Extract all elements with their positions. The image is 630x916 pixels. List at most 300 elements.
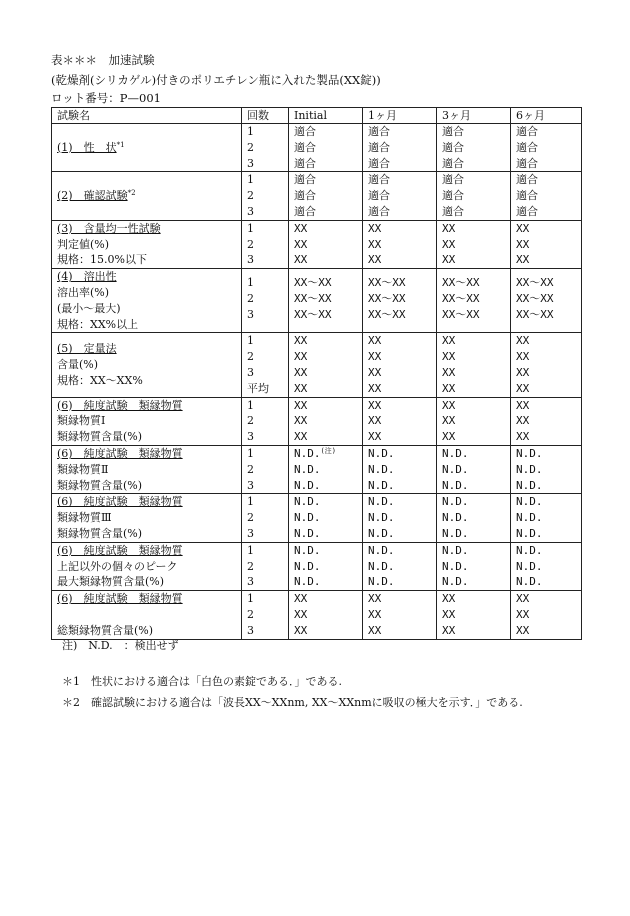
table-row [52,172,582,220]
result-cell [289,542,363,590]
value [516,413,581,429]
value-text: XX [516,237,530,251]
value [294,559,362,575]
count-cell [242,397,289,445]
test-name-text: (4) 溶出性 [57,270,117,284]
value-text: N.D. [294,462,321,476]
test-name-line [57,607,241,623]
value [247,221,288,237]
value-text: 3 [247,526,254,540]
value [442,140,510,156]
value [294,543,362,559]
result-cell [289,220,363,268]
result-cell [363,591,437,639]
value-text: XX [442,221,456,235]
value-text: N.D. [516,526,543,540]
value-text: XX [516,398,530,412]
header-test-name: 試験名 [52,108,242,124]
result-cell [363,445,437,493]
value [442,413,510,429]
value [516,623,581,639]
value [516,526,581,542]
count-cell [242,124,289,172]
result-cell [363,397,437,445]
count-cell [242,542,289,590]
value-text: N.D. [368,495,395,509]
value-text: 平均 [247,381,269,395]
value-text: XX [294,592,308,606]
value-text: XX [294,623,308,637]
value [442,365,510,381]
value [442,156,510,172]
test-name-line [57,462,241,478]
value-text: 3 [247,365,254,379]
value-text: XX〜XX [368,276,406,290]
value-text: XX [516,414,530,428]
value-text: 適合 [516,189,538,203]
value-text: 1 [247,495,254,509]
result-cell [511,494,582,542]
header-initial: Initial [289,108,363,124]
value [368,462,436,478]
test-name-text: 含量(%) [57,358,99,372]
test-name-text: 規格：15.0%以下 [57,253,147,267]
value-text: XX [368,607,382,621]
test-name-line [57,446,241,462]
value [516,140,581,156]
result-cell [363,124,437,172]
value [442,478,510,494]
result-cell [289,494,363,542]
test-name-text: (6) 純度試験 類縁物質 [57,495,183,509]
value [247,188,288,204]
table-row [52,269,582,333]
value-text: N.D. [516,462,543,476]
value-text: XX〜XX [294,307,332,321]
value [516,156,581,172]
value [368,510,436,526]
value [368,623,436,639]
value [368,607,436,623]
value-text: 1 [247,221,254,235]
value-text: 適合 [442,140,464,154]
value-text: XX〜XX [442,276,480,290]
value [294,365,362,381]
value-text: 1 [247,446,254,460]
value-text: N.D. [368,478,395,492]
test-name-text: 類縁物質Ⅲ [57,511,112,525]
value [368,429,436,445]
value [247,381,288,397]
result-cell [289,124,363,172]
value-text: N.D. [294,495,321,509]
table-row [52,333,582,397]
value-text: XX [294,350,308,364]
table-subtitle: (乾燥剤(シリカゲル)付きのポリエチレン瓶に入れた製品(XX錠)) [51,73,381,87]
test-name-line [57,510,241,526]
value [368,124,436,140]
test-name-cell [52,445,242,493]
result-cell [511,124,582,172]
value-text: XX [294,365,308,379]
test-name-cell [52,172,242,220]
value [247,275,288,291]
test-name-text: (6) 純度試験 類縁物質 [57,592,183,606]
value-text: 2 [247,414,254,428]
value [368,526,436,542]
value [247,494,288,510]
value-text: XX [368,592,382,606]
value-text: N.D. [368,543,395,557]
note-nd: 注) N.D. ：検出せず [62,639,179,652]
value-text: XX [442,607,456,621]
value-text: XX [442,334,456,348]
value [368,188,436,204]
test-name-line [57,221,241,237]
value [516,221,581,237]
value [516,478,581,494]
value [294,124,362,140]
value [294,333,362,349]
value [247,607,288,623]
value-text: XX [442,237,456,251]
value-text: 3 [247,430,254,444]
table-header-row [52,108,582,124]
result-cell [363,542,437,590]
value [442,221,510,237]
value [516,591,581,607]
test-name-text: 類縁物質含量(%) [57,478,143,492]
value-text: XX [368,381,382,395]
value [247,446,288,462]
test-name-text: 類縁物質含量(%) [57,430,143,444]
value-text: 1 [247,276,254,290]
result-cell [511,445,582,493]
value-text: XX [368,414,382,428]
test-name-line [57,591,241,607]
test-name-cell [52,269,242,333]
test-name-cell [52,124,242,172]
value [516,381,581,397]
value-text: XX [442,350,456,364]
result-cell [511,591,582,639]
value-text: 適合 [368,125,390,138]
value [516,398,581,414]
header-count: 回数 [242,108,289,124]
result-cell [363,333,437,397]
result-cell [437,172,511,220]
test-name-line [57,526,241,542]
test-name-text: (3) 含量均一性試験 [57,221,161,235]
value-text: N.D. [368,446,395,460]
test-name-line [57,140,241,156]
value-text: 2 [247,189,254,203]
result-cell [289,172,363,220]
value [247,307,288,323]
value-text: XX [294,381,308,395]
test-name-text: 判定値(%) [57,237,110,251]
value [516,275,581,291]
value-text: 3 [247,156,254,170]
value-text: XX [516,350,530,364]
value-text: N.D. [442,559,469,573]
value [516,446,581,462]
value-text: XX〜XX [368,291,406,305]
value-text: XX〜XX [294,291,332,305]
test-name-line [57,574,241,590]
value [247,237,288,253]
value [368,381,436,397]
value-text: N.D. [516,575,543,589]
value [516,559,581,575]
value-text: N.D. [442,446,469,460]
test-name-line [57,429,241,445]
value-text: XX [442,414,456,428]
result-cell [437,220,511,268]
value-text: XX〜XX [516,291,554,305]
value-text: 1 [247,398,254,412]
value [368,478,436,494]
value [294,623,362,639]
value-text: XX [442,253,456,267]
test-name-cell [52,220,242,268]
value [294,574,362,590]
value [368,559,436,575]
value [294,188,362,204]
value-text: N.D. [294,511,321,525]
value-text: N.D. [442,478,469,492]
value [294,237,362,253]
accelerated-test-table [51,107,582,640]
value-text: 3 [247,307,254,321]
value-text: 1 [247,173,254,187]
value [368,237,436,253]
value-text: XX [442,430,456,444]
result-cell [363,494,437,542]
value-text: N.D. [442,575,469,589]
value-text: 3 [247,575,254,589]
value-text: N.D. [294,559,321,573]
value-text: XX [442,592,456,606]
value [442,607,510,623]
value-text: N.D. [294,543,321,557]
result-cell [511,397,582,445]
result-cell [511,269,582,333]
table-body [52,124,582,640]
value [516,188,581,204]
value-text: XX [294,334,308,348]
value [516,462,581,478]
value-text: N.D. [294,478,321,492]
value [516,574,581,590]
value [368,140,436,156]
value [247,172,288,188]
result-cell [437,397,511,445]
value [368,446,436,462]
value [294,204,362,220]
result-cell [511,333,582,397]
test-name-line [57,413,241,429]
value-text: XX [516,607,530,621]
value [247,413,288,429]
value-text: 適合 [294,204,316,218]
test-name-line [57,357,241,373]
value-text: XX〜XX [368,307,406,321]
test-name-line [57,341,241,357]
test-name-cell [52,494,242,542]
table-title: 表＊＊＊ 加速試験 [51,53,155,67]
value-text: 適合 [516,173,538,187]
value [247,349,288,365]
value [247,140,288,156]
value [516,543,581,559]
value-text: 3 [247,253,254,267]
value-text: XX [516,381,530,395]
value-text: 2 [247,291,254,305]
value-text: N.D. [516,511,543,525]
note-marker: (注) [320,446,336,455]
value [294,429,362,445]
value-text: XX [516,623,530,637]
test-name-text: 溶出率(%) [57,285,110,299]
test-name-cell [52,591,242,639]
value-text: XX [294,221,308,235]
value [442,188,510,204]
value-text: XX [368,237,382,251]
test-name-text: (1) 性 状 [57,140,117,154]
result-cell [437,445,511,493]
value [294,172,362,188]
value-text: XX [516,221,530,235]
value [442,559,510,575]
value [368,204,436,220]
value [442,291,510,307]
test-name-text: (6) 純度試験 類縁物質 [57,398,183,412]
value [247,574,288,590]
test-name-line [57,317,241,333]
value-text: XX [516,365,530,379]
value [247,559,288,575]
value [247,510,288,526]
value [442,307,510,323]
test-name-line [57,543,241,559]
test-name-line [57,285,241,301]
value [368,494,436,510]
value [294,307,362,323]
value [368,156,436,172]
count-cell [242,269,289,333]
value [442,381,510,397]
value-text: N.D. [294,575,321,589]
value [516,607,581,623]
value [442,462,510,478]
value-text: N.D. [442,511,469,525]
value-text: XX [368,430,382,444]
value-text: XX [368,334,382,348]
value-text: N.D. [368,575,395,589]
test-name-text: 規格：XX%以上 [57,317,139,331]
value-text: N.D. [368,526,395,540]
value-text: 3 [247,623,254,637]
value-text: XX [368,365,382,379]
test-name-text: (5) 定量法 [57,342,117,356]
count-cell [242,494,289,542]
result-cell [363,220,437,268]
value [247,543,288,559]
test-name-text: 総類縁物質含量(%) [57,623,154,637]
value-text: 適合 [516,140,538,154]
value-text: 3 [247,204,254,218]
value-text: XX [294,607,308,621]
test-name-text: (6) 純度試験 類縁物質 [57,543,183,557]
value-text: N.D. [294,446,321,460]
value-text: N.D. [442,526,469,540]
value [247,333,288,349]
value-text: XX [516,334,530,348]
value [247,204,288,220]
test-name-line [57,398,241,414]
value [442,526,510,542]
value-text: N.D. [516,446,543,460]
result-cell [437,542,511,590]
value [368,221,436,237]
value-text: XX [294,430,308,444]
value [516,252,581,268]
value [442,275,510,291]
test-name-line [57,188,241,204]
value [516,307,581,323]
value [442,172,510,188]
value [368,349,436,365]
count-cell [242,172,289,220]
value [247,478,288,494]
value-text: 適合 [368,156,390,170]
value [442,591,510,607]
value-text: 2 [247,237,254,251]
value-text: 1 [247,543,254,557]
test-name-text: 類縁物質Ⅱ [57,462,109,476]
test-name-cell [52,542,242,590]
value-text: 適合 [368,189,390,203]
value [294,446,362,462]
value-text: XX [294,237,308,251]
value [368,252,436,268]
test-name-cell [52,397,242,445]
value [516,204,581,220]
value [247,365,288,381]
value [516,510,581,526]
count-cell [242,333,289,397]
value [294,381,362,397]
count-cell [242,445,289,493]
value-text: XX [294,398,308,412]
value-text: XX〜XX [442,307,480,321]
test-name-text: 規格：XX〜XX% [57,373,143,387]
value [516,365,581,381]
value-text: 適合 [294,189,316,203]
value [368,413,436,429]
value [294,140,362,156]
value [294,478,362,494]
footnote-marker: *2 [127,189,136,198]
value-text: XX [368,623,382,637]
value [294,607,362,623]
value-text: 2 [247,462,254,476]
value [368,365,436,381]
test-name-line [57,269,241,285]
value-text: XX [442,365,456,379]
value-text: N.D. [516,543,543,557]
